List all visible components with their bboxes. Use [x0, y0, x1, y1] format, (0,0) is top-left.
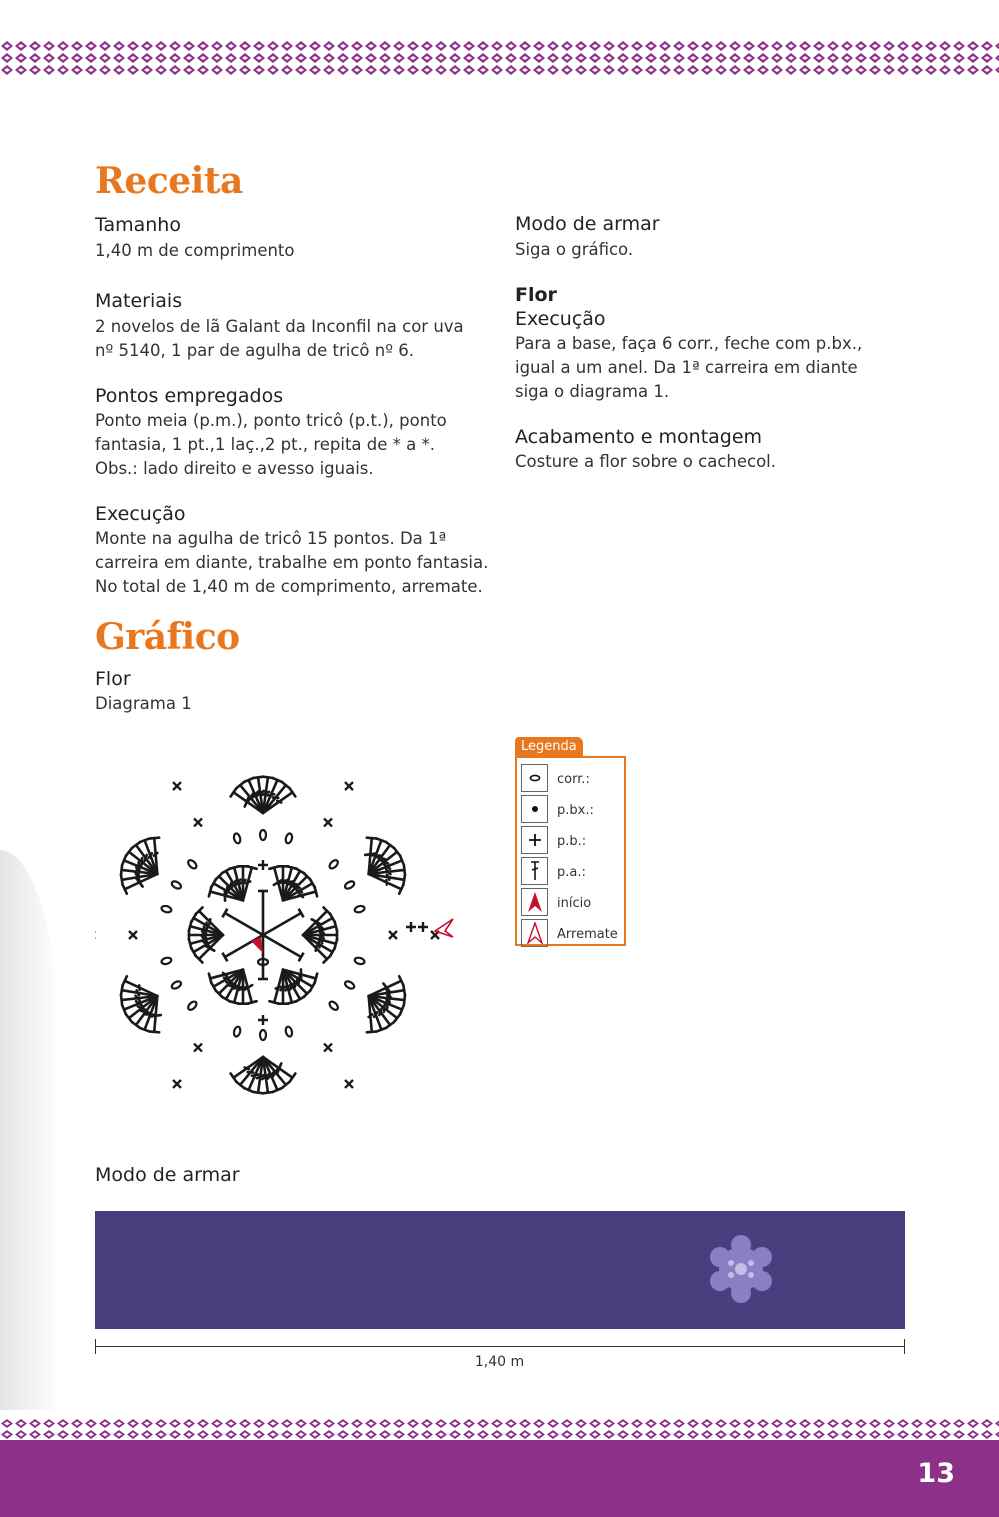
- legend-item-chain: [521, 764, 621, 794]
- assembly-text: Siga o gráfico.: [515, 240, 634, 259]
- length-tick-right: [904, 1339, 905, 1354]
- flower-heading: Flor: [515, 284, 557, 306]
- legend-label-slip-stitch: p.bx.:: [557, 803, 594, 818]
- legend-label-finish: Arremate: [557, 927, 618, 942]
- scarf-band: [95, 1211, 905, 1329]
- single-crochet-icon: [521, 826, 548, 854]
- materials-line-1: 2 novelos de lã Galant da Inconfil na cor uva: [95, 317, 464, 336]
- finishing-text: Costure a flor sobre o cachecol.: [515, 452, 777, 471]
- stitches-line-1: Ponto meia (p.m.), ponto tricô (p.t.), ponto: [95, 411, 447, 430]
- legend: [515, 756, 626, 946]
- legend-label-chain: corr.:: [557, 772, 590, 787]
- diagram-label: Diagrama 1: [95, 694, 192, 713]
- execution-line-3: No total de 1,40 m de comprimento, arremate.: [95, 577, 483, 596]
- crochet-flower-diagram: [95, 730, 455, 1130]
- legend-label-double-crochet: p.a.:: [557, 865, 586, 880]
- finish-icon: [521, 919, 548, 947]
- legend-label-start: início: [557, 896, 592, 911]
- execution-line-1: Monte na agulha de tricô 15 pontos. Da 1ª: [95, 529, 447, 548]
- length-label: 1,40 m: [474, 1354, 525, 1370]
- legend-label-single-crochet: p.b.:: [557, 834, 587, 849]
- legend-title: Legenda: [515, 737, 583, 757]
- flower-execution-heading: Execução: [515, 308, 606, 330]
- assembly-figure-heading: Modo de armar: [95, 1164, 240, 1186]
- flower-execution-line-2: igual a um anel. Da 1ª carreira em diante: [515, 358, 858, 377]
- stitches-line-2: fantasia, 1 pt.,1 laç.,2 pt., repita de * a *.: [95, 435, 436, 454]
- scarf-flower-motif: [705, 1233, 777, 1305]
- execution-line-2: carreira em diante, trabalhe em ponto fantasia.: [95, 553, 489, 572]
- size-heading: Tamanho: [95, 214, 181, 236]
- size-text: 1,40 m de comprimento: [95, 241, 295, 260]
- footer-band: [0, 1440, 999, 1517]
- top-decorative-border: [0, 40, 999, 76]
- page-number: 13: [917, 1458, 955, 1489]
- bottom-decorative-border: [0, 1418, 999, 1440]
- length-tick-left: [95, 1339, 96, 1354]
- materials-line-2: nº 5140, 1 par de agulha de tricô nº 6.: [95, 341, 414, 360]
- legend-item-slip-stitch: [521, 795, 621, 825]
- assembly-heading: Modo de armar: [515, 213, 660, 235]
- stitches-heading: Pontos empregados: [95, 385, 284, 407]
- stitches-line-3: Obs.: lado direito e avesso iguais.: [95, 459, 374, 478]
- start-icon: [521, 888, 548, 916]
- chain-icon: [521, 764, 548, 792]
- recipe-title: Receita: [95, 160, 243, 202]
- double-crochet-icon: [521, 857, 548, 885]
- execution-heading: Execução: [95, 503, 186, 525]
- legend-item-single-crochet: [521, 826, 621, 856]
- flower-execution-line-3: siga o diagrama 1.: [515, 382, 670, 401]
- background-figure-shadow: [0, 850, 60, 1410]
- slip-stitch-icon: [521, 795, 548, 823]
- chart-flower-heading: Flor: [95, 668, 131, 690]
- flower-execution-line-1: Para a base, faça 6 corr., feche com p.bx.,: [515, 334, 863, 353]
- legend-item-double-crochet: [521, 857, 621, 887]
- finishing-heading: Acabamento e montagem: [515, 426, 763, 448]
- legend-item-start: [521, 888, 621, 918]
- length-dimension-line: [95, 1346, 905, 1347]
- legend-item-finish: [521, 919, 621, 949]
- materials-heading: Materiais: [95, 290, 183, 312]
- chart-title: Gráfico: [95, 616, 240, 658]
